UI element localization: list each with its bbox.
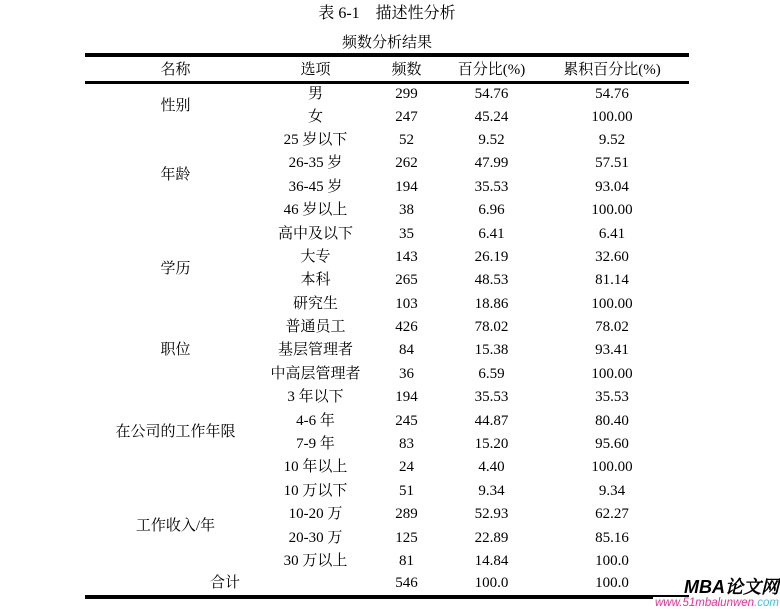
table-row [85, 386, 689, 409]
cumulative-cell: 93.41 [595, 342, 629, 359]
percent-cell: 26.19 [474, 248, 509, 265]
watermark [653, 578, 779, 609]
total-label-cell: 合计 [209, 575, 240, 592]
percent-cell: 100.0 [474, 575, 509, 592]
cumulative-cell: 80.40 [595, 412, 629, 429]
option-cell: 本科 [300, 272, 331, 289]
option-cell: 基层管理者 [277, 342, 353, 359]
option-cell: 4-6 年 [296, 412, 335, 429]
frequency-table [85, 53, 689, 599]
option-cell: 大专 [300, 248, 331, 265]
total-row [85, 573, 689, 596]
cumulative-cell: 100.0 [595, 553, 629, 569]
cumulative-cell: 100.00 [591, 202, 633, 219]
cumulative-cell: 81.14 [595, 272, 629, 289]
frequency-cell: 194 [395, 178, 418, 195]
percent-cell: 22.89 [474, 529, 509, 546]
cumulative-cell: 100.00 [591, 108, 633, 125]
percent-cell: 47.99 [474, 155, 509, 172]
option-cell: 36-45 岁 [288, 178, 343, 195]
frequency-cell: 51 [399, 482, 414, 499]
category-cell: 工作收入/年 [135, 517, 216, 534]
frequency-cell: 38 [399, 202, 414, 219]
cumulative-cell: 9.52 [598, 131, 626, 148]
frequency-cell: 143 [395, 248, 418, 265]
percent-cell: 45.24 [474, 108, 509, 125]
frequency-cell: 52 [399, 131, 414, 148]
percent-cell: 54.76 [474, 85, 509, 102]
option-cell: 10 年以上 [283, 459, 348, 476]
frequency-cell: 262 [395, 155, 418, 172]
frequency-cell: 245 [395, 412, 418, 429]
category-cell: 在公司的工作年限 [115, 424, 236, 441]
frequency-cell: 103 [395, 295, 418, 312]
cumulative-cell: 6.41 [598, 225, 626, 242]
option-cell: 3 年以下 [287, 389, 344, 406]
percent-cell: 48.53 [474, 272, 509, 289]
header-name: 名称 [160, 62, 191, 79]
percent-cell: 15.20 [474, 436, 509, 453]
cumulative-cell: 62.27 [595, 506, 629, 523]
frequency-cell: 194 [395, 389, 418, 406]
watermark-url-tld: .com [754, 597, 779, 609]
cumulative-cell: 100.0 [595, 575, 629, 592]
category-cell: 学历 [160, 260, 191, 277]
frequency-cell: 289 [395, 506, 418, 523]
header-frequency: 频数 [391, 62, 422, 79]
percent-cell: 18.86 [474, 295, 509, 312]
option-cell: 普通员工 [285, 319, 346, 336]
cumulative-cell: 100.00 [591, 365, 633, 382]
frequency-cell: 125 [395, 529, 418, 546]
percent-cell: 6.59 [478, 365, 505, 382]
option-cell: 研究生 [292, 295, 338, 312]
cumulative-cell: 78.02 [595, 319, 629, 336]
cumulative-cell: 85.16 [595, 529, 629, 546]
cumulative-cell: 100.00 [591, 295, 633, 312]
percent-cell: 78.02 [474, 319, 509, 336]
table-subtitle: 频数分析结果 [341, 35, 432, 51]
frequency-cell: 84 [399, 342, 414, 359]
table-row [85, 316, 689, 339]
cumulative-cell: 35.53 [595, 389, 629, 406]
frequency-cell: 35 [399, 225, 414, 242]
cumulative-cell: 9.34 [598, 482, 626, 499]
option-cell: 10 万以下 [283, 482, 348, 499]
option-cell: 25 岁以下 [283, 131, 348, 148]
frequency-cell: 265 [395, 272, 418, 289]
table-row [85, 480, 689, 503]
option-cell: 30 万以上 [283, 553, 348, 569]
frequency-cell: 546 [395, 575, 418, 592]
header-percent: 百分比(%) [457, 62, 526, 79]
percent-cell: 9.52 [478, 131, 505, 148]
frequency-cell: 81 [399, 553, 414, 569]
table-row [85, 82, 689, 105]
percent-cell: 6.41 [478, 225, 505, 242]
option-cell: 女 [307, 108, 323, 125]
cumulative-cell: 54.76 [595, 85, 629, 102]
category-cell: 性别 [160, 97, 191, 114]
percent-cell: 35.53 [474, 178, 509, 195]
cumulative-cell: 100.00 [591, 459, 633, 476]
percent-cell: 14.84 [474, 553, 509, 569]
watermark-url-main: www.51mbalunwen [654, 597, 755, 609]
watermark-url [653, 597, 779, 609]
option-cell: 中高层管理者 [270, 365, 361, 382]
option-cell: 男 [307, 85, 323, 102]
frequency-cell: 36 [399, 365, 414, 382]
option-cell: 7-9 年 [296, 436, 335, 453]
percent-cell: 9.34 [478, 482, 505, 499]
watermark-brand-logo: MBA论文网 [684, 577, 779, 597]
percent-cell: 35.53 [474, 389, 509, 406]
frequency-cell: 83 [399, 436, 414, 453]
cumulative-cell: 57.51 [595, 155, 629, 172]
header-row [85, 55, 689, 82]
table-row [85, 129, 689, 152]
option-cell: 26-35 岁 [288, 155, 343, 172]
option-cell: 20-30 万 [288, 529, 343, 546]
option-cell: 46 岁以上 [283, 202, 348, 219]
percent-cell: 4.40 [478, 459, 505, 476]
category-cell: 职位 [160, 342, 191, 359]
table-caption: 表 6-1 描述性分析 [318, 5, 456, 22]
header-option: 选项 [300, 62, 331, 79]
table-row [85, 222, 689, 245]
frequency-cell: 247 [395, 108, 418, 125]
frequency-cell: 24 [399, 459, 414, 476]
percent-cell: 52.93 [474, 506, 509, 523]
category-cell: 年龄 [160, 167, 191, 184]
cumulative-cell: 32.60 [595, 248, 629, 265]
cumulative-cell: 95.60 [595, 436, 629, 453]
header-cumulative: 累积百分比(%) [563, 62, 661, 79]
option-cell: 高中及以下 [277, 225, 353, 242]
cumulative-cell: 93.04 [595, 178, 629, 195]
percent-cell: 6.96 [478, 202, 505, 219]
frequency-cell: 299 [395, 85, 418, 102]
frequency-cell: 426 [395, 319, 418, 336]
option-cell: 10-20 万 [288, 506, 343, 523]
percent-cell: 15.38 [474, 342, 509, 359]
percent-cell: 44.87 [474, 412, 509, 429]
